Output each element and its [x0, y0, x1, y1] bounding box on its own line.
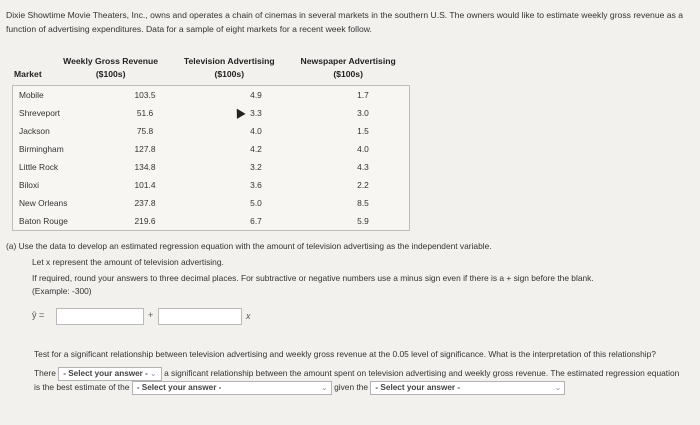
part-a-prompt: (a) Use the data to develop an estimated regression equation with the amount of television advertising as the independent variable.	[6, 241, 492, 251]
table-row	[13, 122, 409, 140]
table-header	[12, 55, 409, 81]
slope-input[interactable]	[158, 308, 242, 325]
relationship-select-label: - Select your answer -	[63, 369, 148, 378]
part-a	[6, 240, 694, 298]
test-answer-line	[34, 367, 684, 395]
given-select-label: - Select your answer -	[375, 383, 461, 392]
cell-market: Birmingham	[19, 144, 64, 154]
estimate-select[interactable]	[132, 381, 332, 395]
table-row	[13, 86, 409, 104]
estimate-select-label: - Select your answer -	[136, 383, 222, 392]
cell-revenue: 101.4	[134, 180, 156, 190]
cell-market: Biloxi	[19, 180, 40, 190]
cell-revenue: 75.8	[136, 126, 154, 136]
example-text: (Example: -300)	[32, 286, 92, 296]
instructions-text: If required, round your answers to three decimal places. For subtractive or negative numbers use a minus sign even if there is a + sign before the blank.	[32, 273, 594, 283]
chevron-down-icon: ⌄	[554, 383, 562, 392]
cell-tv: 6.7	[250, 216, 262, 226]
intercept-input[interactable]	[56, 308, 144, 325]
data-table	[12, 55, 409, 231]
cell-revenue: 127.8	[134, 144, 156, 154]
table-row	[13, 194, 409, 212]
table-row	[13, 140, 409, 158]
cell-revenue: 134.8	[134, 162, 156, 172]
cell-tv: 3.3	[250, 108, 262, 118]
header-market: Market	[14, 69, 42, 79]
header-revenue: Weekly Gross Revenue	[63, 56, 159, 66]
header-tv: Television Advertising	[183, 56, 275, 66]
relationship-select[interactable]	[58, 367, 162, 381]
cell-market: Little Rock	[19, 162, 59, 172]
mid-text: a significant relationship between the amount spent on television advertising and weekly gross revenue. The estimated regression equation is the best estimate of the	[34, 368, 680, 393]
cell-tv: 4.2	[250, 144, 262, 154]
problem-intro: Dixie Showtime Movie Theaters, Inc., owns and operates a chain of cinemas in several markets in the southern U.S. The owners would like to estimate weekly gross revenue as a function of advertising expenditures. Data for a sample of eight markets for a recent week follow.	[6, 10, 684, 34]
chevron-down-icon: ⌄	[149, 369, 157, 378]
cell-tv: 4.0	[250, 126, 262, 136]
cell-tv: 4.9	[250, 90, 262, 100]
chevron-down-icon: ⌄	[320, 383, 328, 392]
cell-tv: 3.6	[250, 180, 262, 190]
table-row	[13, 212, 409, 230]
cell-tv: 3.2	[250, 162, 262, 172]
cell-revenue: 219.6	[134, 216, 156, 226]
cell-tv: 5.0	[250, 198, 262, 208]
cell-market: New Orleans	[19, 198, 68, 208]
cell-revenue: 103.5	[134, 90, 156, 100]
table-row	[13, 158, 409, 176]
cell-revenue: 51.6	[136, 108, 154, 118]
there-text: There	[34, 368, 56, 379]
cell-news: 2.2	[357, 180, 369, 190]
header-unit-tv: ($100s)	[214, 69, 245, 79]
header-unit-news: ($100s)	[333, 69, 363, 79]
plus-sign: +	[148, 310, 154, 320]
yhat-label: ŷ =	[32, 310, 45, 320]
cell-news: 1.5	[357, 126, 369, 136]
table-body	[12, 85, 410, 231]
header-blank	[12, 55, 50, 68]
cell-news: 8.5	[357, 198, 369, 208]
cell-news: 4.0	[357, 144, 369, 154]
cell-revenue: 237.8	[134, 198, 156, 208]
table-row	[13, 176, 409, 194]
let-x-text: Let x represent the amount of television advertising.	[32, 257, 224, 267]
cell-news: 1.7	[357, 90, 369, 100]
test-question: Test for a significant relationship between television advertising and weekly gross revenue at the 0.05 level of significance. What is the interpretation of this relationship?	[34, 349, 656, 359]
given-select[interactable]	[370, 381, 565, 395]
cell-market: Mobile	[19, 90, 44, 100]
cell-market: Jackson	[19, 126, 50, 136]
header-unit-revenue: ($100s)	[95, 69, 126, 79]
significance-test	[34, 348, 684, 395]
given-the-text: given the	[334, 382, 369, 393]
table-row	[13, 104, 409, 122]
cell-news: 5.9	[357, 216, 369, 226]
cell-market: Baton Rouge	[19, 216, 68, 226]
header-news: Newspaper Advertising	[300, 56, 396, 66]
cell-news: 3.0	[357, 108, 369, 118]
x-label: x	[246, 311, 251, 321]
cell-market: Shreveport	[19, 108, 60, 118]
cell-news: 4.3	[357, 162, 369, 172]
